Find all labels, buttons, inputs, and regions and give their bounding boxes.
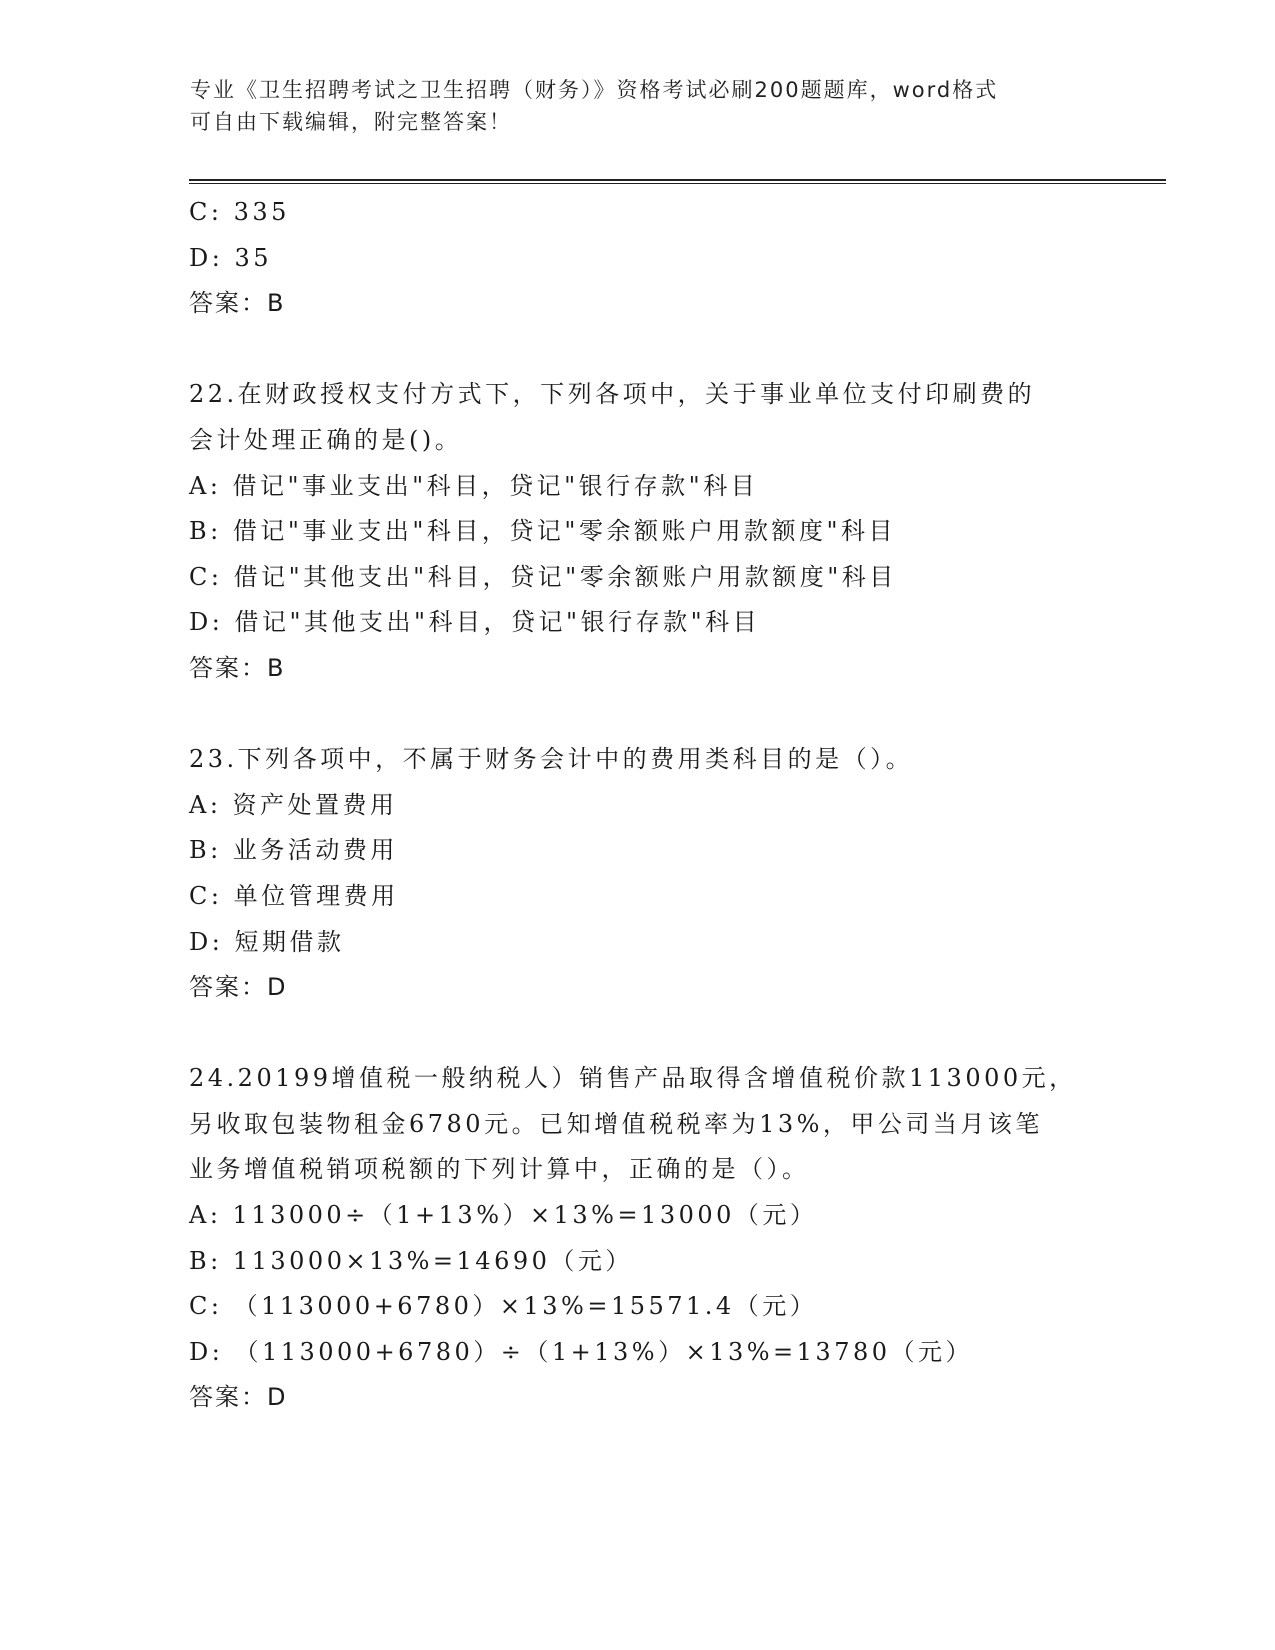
question-22 <box>189 372 1089 691</box>
option-b: B: 借记"事业支出"科目，贷记"零余额账户用款额度"科目 <box>189 517 897 546</box>
question-stem-line: 23.下列各项中，不属于财务会计中的费用类科目的是（）。 <box>189 745 914 774</box>
option-b: B: 113000×13%=14690（元） <box>189 1246 633 1275</box>
option-d: D: （113000+6780）÷（1+13%）×13%=13780（元） <box>189 1337 974 1366</box>
question-stem-line: 业务增值税销项税额的下列计算中，正确的是（）。 <box>189 1155 810 1184</box>
option-a: A: 借记"事业支出"科目，贷记"银行存款"科目 <box>189 471 759 500</box>
option-a: A: 113000÷（1+13%）×13%=13000（元） <box>189 1201 818 1230</box>
option-b: B: 业务活动费用 <box>189 836 398 865</box>
question-stem-line: 另收取包装物租金6780元。已知增值税税率为13%，甲公司当月该笔 <box>189 1109 1043 1138</box>
spacer <box>189 692 1089 738</box>
question-21-continuation <box>189 190 1089 327</box>
option-c: C: 单位管理费用 <box>189 881 399 910</box>
header-title-line-2: 可自由下载编辑，附完整答案！ <box>190 110 512 134</box>
option-d: D: 35 <box>189 243 272 272</box>
question-stem-line: 22.在财政授权支付方式下，下列各项中，关于事业单位支付印刷费的 <box>189 380 1036 409</box>
answer-line: 答案：B <box>189 653 286 682</box>
answer-line: 答案：D <box>189 1383 288 1412</box>
question-24 <box>189 1056 1089 1421</box>
option-d: D: 借记"其他支出"科目，贷记"银行存款"科目 <box>189 608 761 637</box>
header-divider-thin <box>189 183 1166 184</box>
answer-line: 答案：B <box>189 289 286 318</box>
document-body <box>189 190 1089 1421</box>
option-c: C: （113000+6780）×13%=15571.4（元） <box>189 1292 818 1321</box>
option-c: C: 335 <box>189 198 290 226</box>
answer-line: 答案：D <box>189 973 288 1002</box>
header-divider-thick <box>189 179 1166 181</box>
option-a: A: 资产处置费用 <box>189 790 398 819</box>
question-23 <box>189 737 1089 1011</box>
question-stem-line: 会计处理正确的是()。 <box>189 425 463 454</box>
option-c: C: 借记"其他支出"科目，贷记"零余额账户用款额度"科目 <box>189 562 897 591</box>
spacer <box>189 1011 1089 1057</box>
question-stem-line: 24.20199增值税一般纳税人）销售产品取得含增值税价款113000元， <box>189 1064 1077 1093</box>
header-title-line-1: 专业《卫生招聘考试之卫生招聘（财务）》资格考试必刷200题题库，word格式 <box>190 78 999 102</box>
document-header <box>190 74 1090 138</box>
option-d: D: 短期借款 <box>189 927 345 956</box>
spacer <box>189 327 1089 373</box>
